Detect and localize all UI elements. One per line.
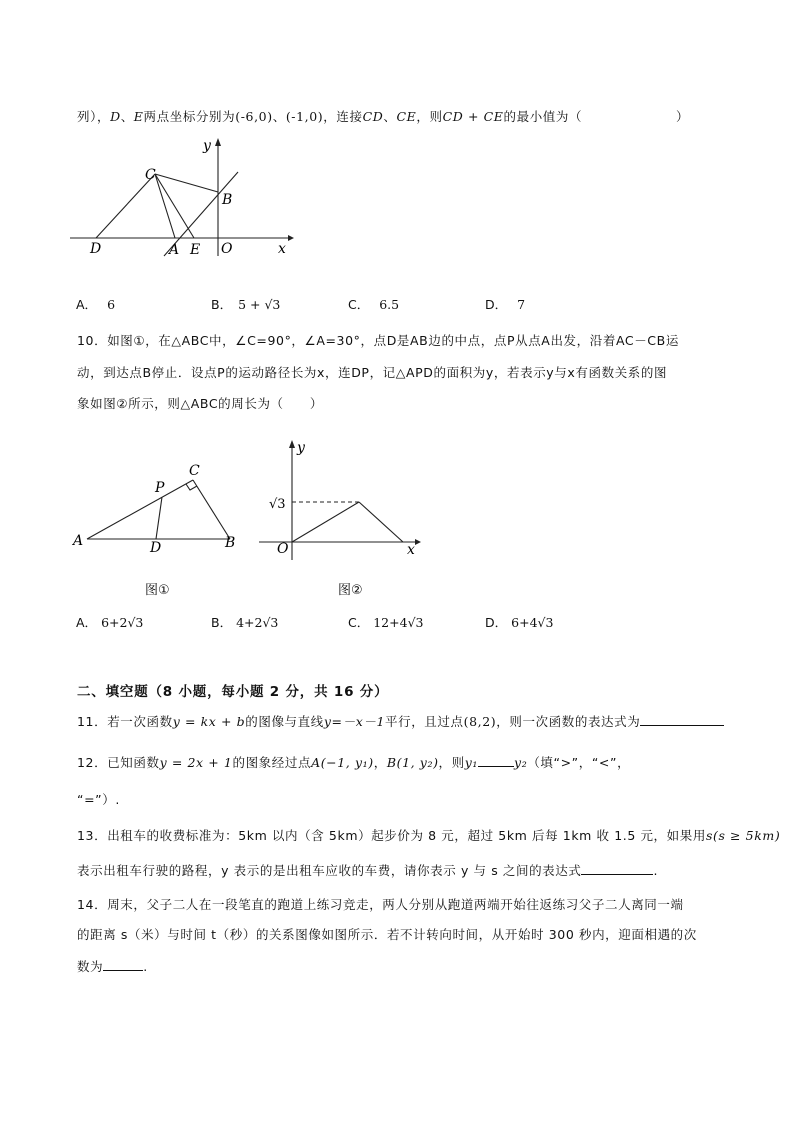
q9-option-b[interactable]: B． 5 + √3 xyxy=(211,297,281,312)
q10-line-2: 动，到达点B停止．设点P的运动路径长为x，连DP，记△APD的面积为y，若表示y与x有函数关系的图 xyxy=(77,365,668,380)
graph-rise xyxy=(292,502,359,542)
label-sqrt3: √3 xyxy=(269,497,286,512)
label-e: E xyxy=(190,242,201,258)
side-cb xyxy=(193,480,230,539)
label-o: O xyxy=(277,541,289,557)
q14-line-3: 数为 . xyxy=(77,959,148,974)
y-axis-arrow xyxy=(215,138,221,146)
q9-close-paren: ） xyxy=(676,109,690,124)
q9-line: 列），D、E两点坐标分别为(-6,0)、(-1,0)，连接CD、CE，则CD + CE的最小值为（ xyxy=(77,109,583,124)
q10-option-c[interactable]: C． 12+4√3 xyxy=(348,615,424,630)
q10-option-b[interactable]: B． 4+2√3 xyxy=(211,615,279,630)
label-x: x xyxy=(407,542,415,558)
label-b: B xyxy=(222,192,233,208)
section-2-title: 二、填空题（8 小题，每小题 2 分，共 16 分） xyxy=(77,684,389,700)
q9-figure xyxy=(66,132,296,262)
figure-2-caption: 图② xyxy=(338,583,363,598)
label-c: C xyxy=(145,167,156,183)
label-y: y xyxy=(203,138,211,154)
q10-option-d[interactable]: D． 6+4√3 xyxy=(485,615,554,630)
q9-option-d[interactable]: D． 7 xyxy=(485,297,526,312)
segment-ca xyxy=(155,174,175,238)
d-coordinate: (-6,0) xyxy=(235,109,273,124)
label-d: D xyxy=(150,540,162,556)
q14-answer-blank[interactable] xyxy=(103,959,143,971)
q9-option-c[interactable]: C． 6.5 xyxy=(348,297,400,312)
q10-figure-2 xyxy=(255,436,425,566)
figure-1-caption: 图① xyxy=(145,583,170,598)
label-a: A xyxy=(73,533,84,549)
q13-line-2: 表示出租车行驶的路程，y 表示的是出租车应收的车费，请你表示 y 与 s 之间的表达式 . xyxy=(77,863,659,878)
q14-line-1: 14．周末，父子二人在一段笔直的跑道上练习竞走，两人分别从跑道两端开始往返练习父子二人离同一端 xyxy=(77,897,684,912)
q13-line-1: 13．出租车的收费标准为：5km 以内（含 5km）起步价为 8 元，超过 5km 后每 1km 收 1.5 元，如果用s(s ≥ 5km) xyxy=(77,828,781,843)
label-p: P xyxy=(155,480,165,496)
q10-option-a[interactable]: A． 6+2√3 xyxy=(76,615,144,630)
segment-dc xyxy=(96,174,155,238)
q10-line-1: 10．如图①，在△ABC中，∠C=90°，∠A=30°，点D是AB边的中点，点P从点A出发，沿着AC－CB运 xyxy=(77,333,679,348)
label-y: y xyxy=(297,440,305,456)
q12-line-1: 12．已知函数y = 2x + 1的图象经过点A(−1, y₁)，B(1, y₂)，则y₁ y₂（填“>”，“<”， xyxy=(77,755,631,770)
q12-line-2: “=”）. xyxy=(77,792,120,807)
x-axis-arrow xyxy=(415,539,421,545)
q14-line-2: 的距离 s（米）与时间 t（秒）的关系图像如图所示．若不计转向时间，从开始时 300 秒内，迎面相遇的次 xyxy=(77,927,697,942)
graph-fall xyxy=(359,502,403,542)
segment-dp xyxy=(156,497,162,539)
q10-figure-1 xyxy=(70,455,245,560)
label-c: C xyxy=(189,463,200,479)
x-axis-arrow xyxy=(288,235,294,241)
q12-answer-blank[interactable] xyxy=(478,755,514,767)
label-x: x xyxy=(278,241,286,257)
q9-option-a[interactable]: A． 6 xyxy=(76,297,116,312)
q10-line-3: 象如图②所示，则△ABC的周长为（ ） xyxy=(77,396,323,411)
q11-answer-blank[interactable] xyxy=(640,714,724,726)
label-a: A xyxy=(169,242,180,258)
right-angle-mark xyxy=(186,484,197,490)
label-b: B xyxy=(225,535,236,551)
y-axis-arrow xyxy=(289,440,295,448)
q11-line: 11．若一次函数y = kx + b的图像与直线y=－x－1平行，且过点(8,2)，则一次函数的表达式为 xyxy=(77,712,724,730)
side-ac xyxy=(87,480,193,539)
q13-answer-blank[interactable] xyxy=(581,863,653,875)
label-d: D xyxy=(90,241,102,257)
e-coordinate: (-1,0) xyxy=(285,109,324,124)
label-o: O xyxy=(221,241,233,257)
